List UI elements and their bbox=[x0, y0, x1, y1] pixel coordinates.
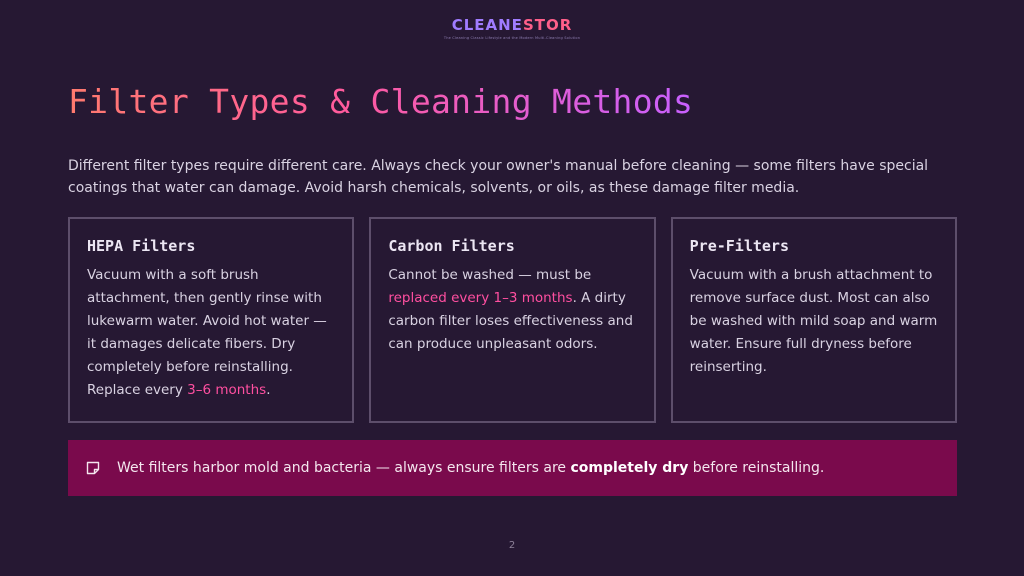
brand-tagline: The Cleaning Classic Lifestyle and the Modern Multi-Cleaning Solution bbox=[443, 36, 581, 40]
brand-name-main: CLEANE bbox=[451, 16, 523, 34]
warning-callout bbox=[68, 440, 957, 496]
brand-logo bbox=[0, 16, 1024, 40]
intro-paragraph: Different filter types require different care. Always check your owner's manual before cleaning — some filters have special coatings that water can damage. Avoid harsh chemicals, solvents, or oils, as these damage filter media. bbox=[68, 158, 929, 196]
card-text: Cannot be washed — must be bbox=[388, 267, 592, 283]
card-text: Vacuum with a soft brush attachment, then gently rinse with lukewarm water. Avoid hot water — it damages delicate fibers. Dry completely before reinstalling. Replace every bbox=[87, 267, 327, 398]
card-title: Pre-Filters bbox=[689, 237, 789, 255]
page-number: 2 bbox=[508, 540, 516, 551]
card-highlight: replaced every 1–3 months bbox=[388, 290, 573, 306]
card-body: Vacuum with a brush attachment to remove surface dust. Most can also be washed with mild soap and warm water. Ensure full dryness before reinserting. bbox=[689, 267, 938, 375]
card-pre-filters bbox=[671, 217, 957, 423]
card-title: Carbon Filters bbox=[388, 237, 515, 255]
callout-text bbox=[117, 460, 824, 476]
callout-bold: completely dry bbox=[570, 460, 689, 476]
brand-wordmark bbox=[0, 16, 1024, 34]
card-text-end: . bbox=[266, 382, 271, 398]
card-title: HEPA Filters bbox=[87, 237, 196, 255]
card-hepa-filters bbox=[68, 217, 354, 423]
card-body bbox=[388, 264, 637, 356]
callout-text-end: before reinstalling. bbox=[688, 460, 825, 476]
brand-name-tail: STOR bbox=[522, 16, 573, 34]
card-body bbox=[87, 264, 336, 402]
callout-text-start: Wet filters harbor mold and bacteria — always ensure filters are bbox=[117, 460, 571, 476]
note-icon bbox=[86, 461, 100, 475]
card-highlight: 3–6 months bbox=[187, 382, 267, 398]
card-text-end: . A dirty carbon filter loses effectiveness and can produce unpleasant odors. bbox=[388, 290, 633, 352]
filter-cards bbox=[68, 217, 957, 423]
slide-title: Filter Types & Cleaning Methods bbox=[68, 82, 694, 121]
card-carbon-filters bbox=[369, 217, 655, 423]
